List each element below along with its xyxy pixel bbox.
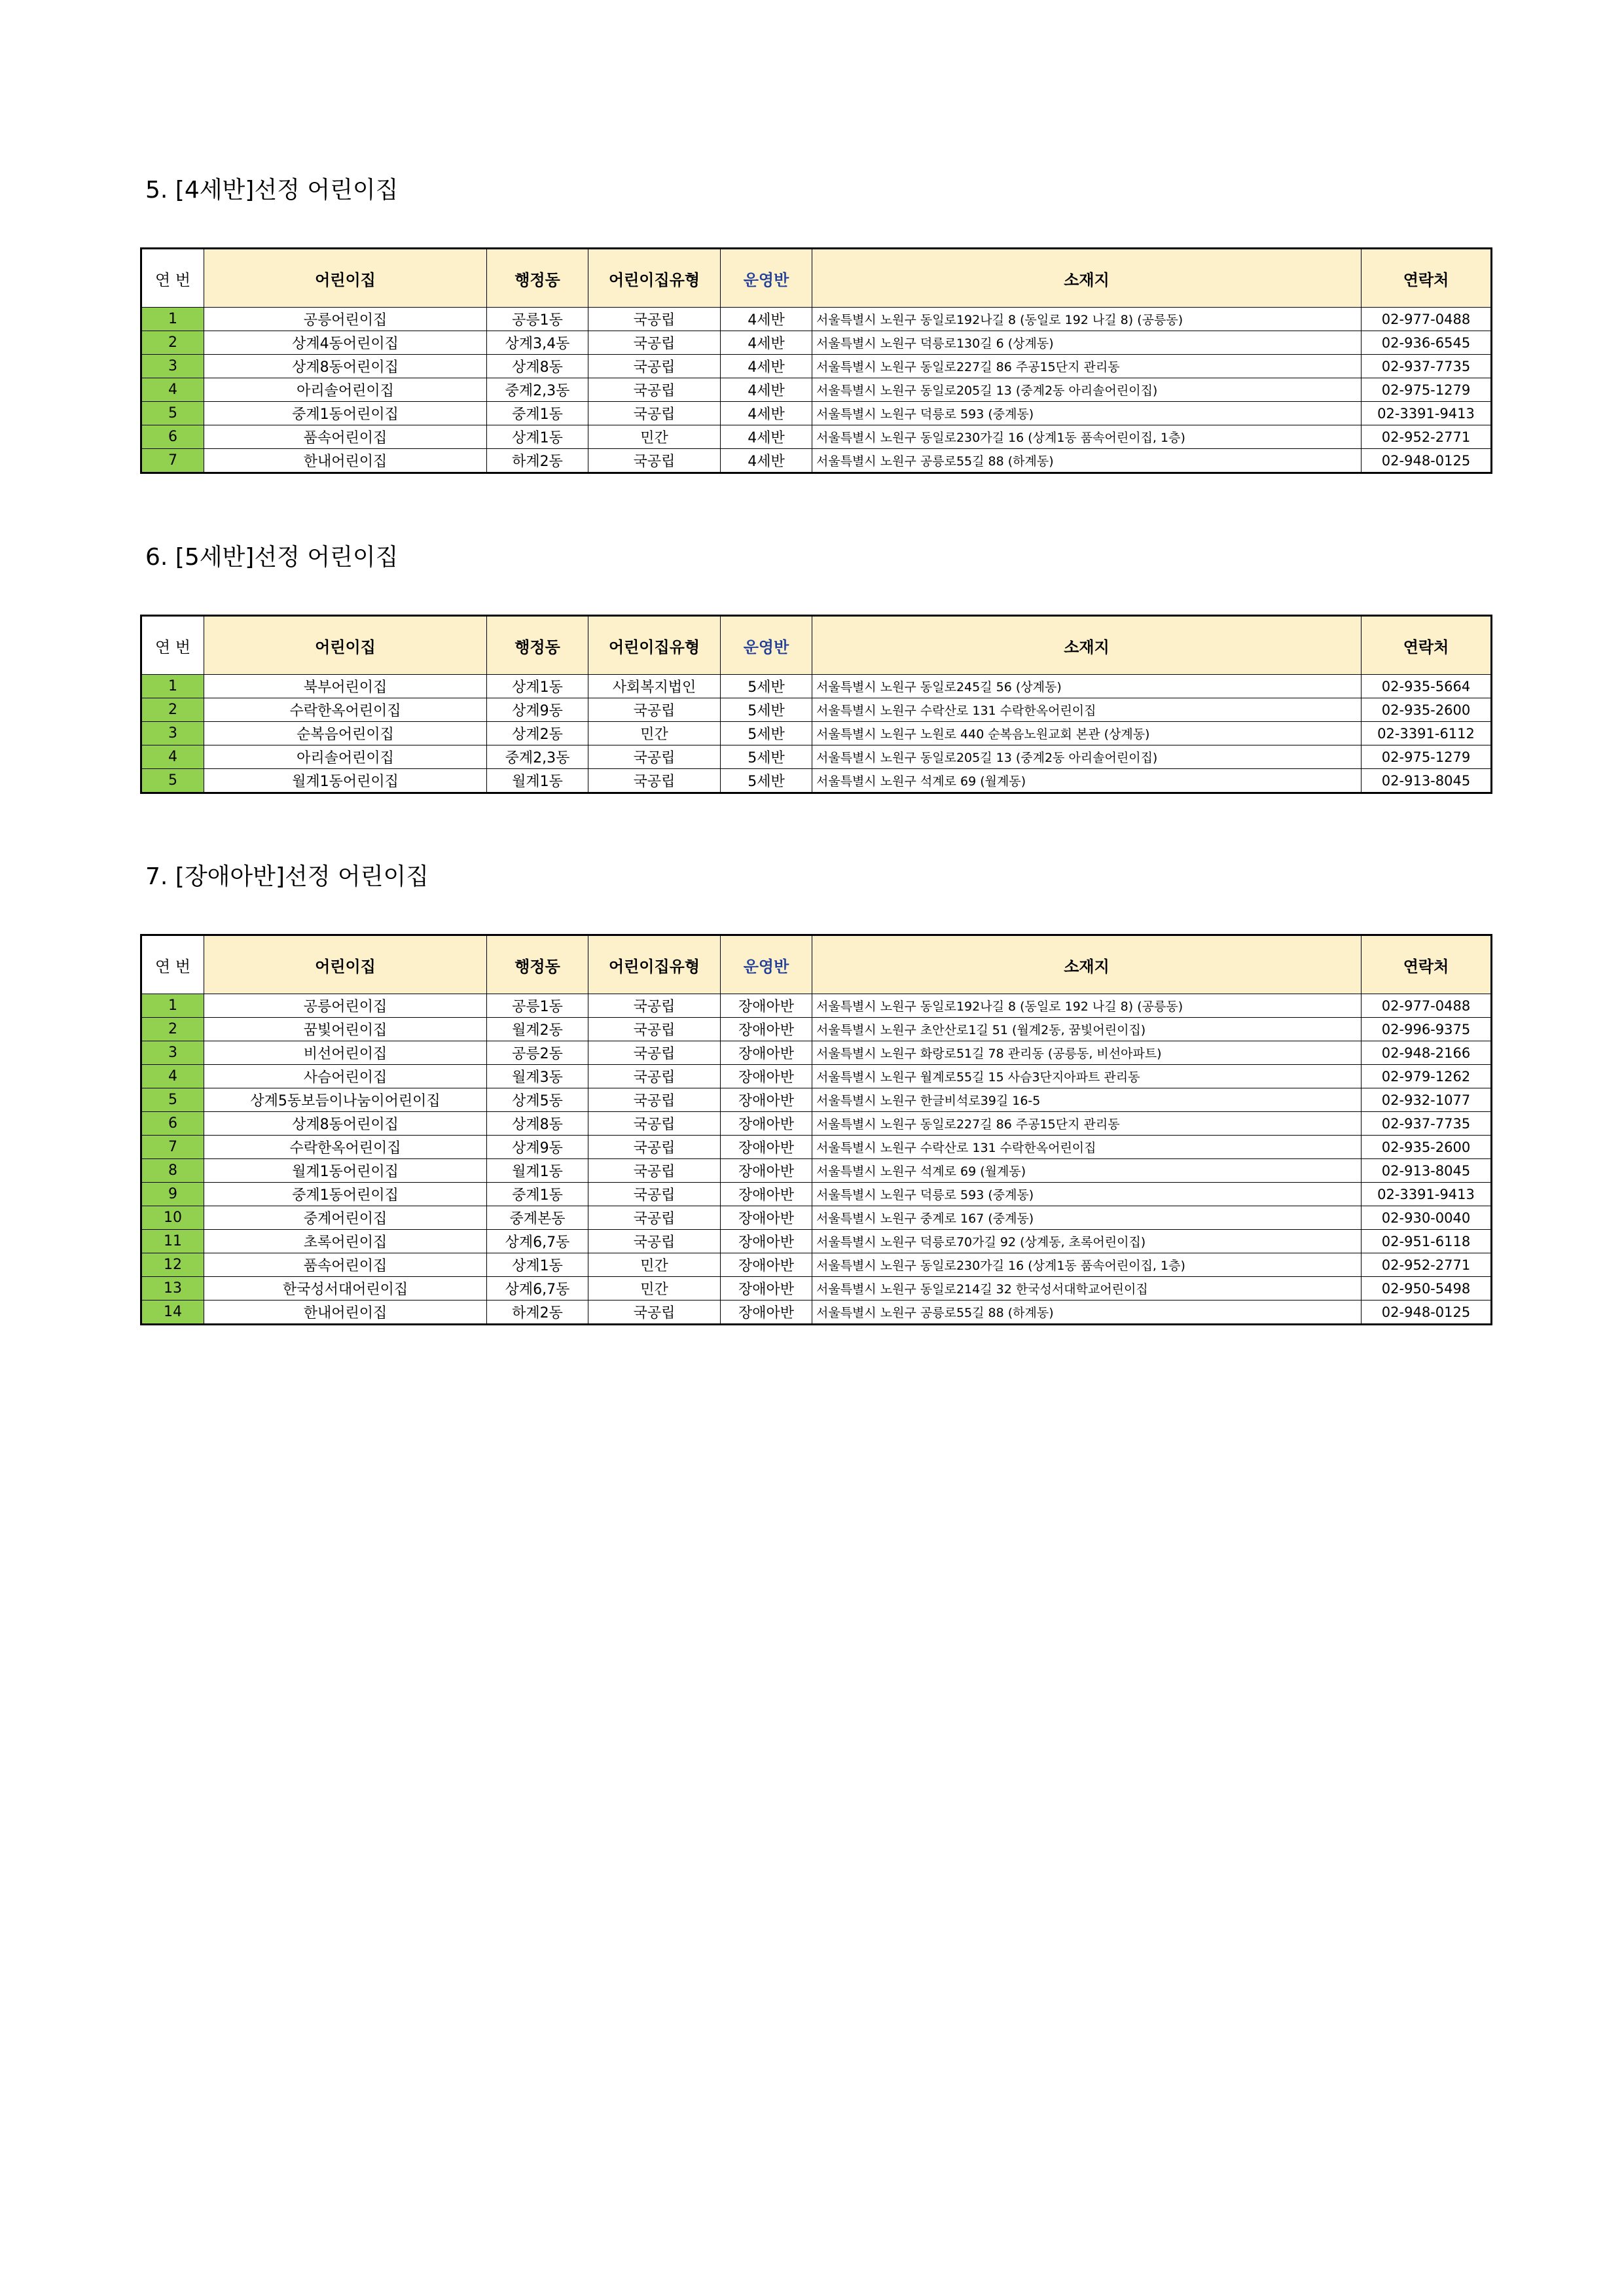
daycare-type: 국공립 — [588, 698, 721, 722]
admin-dong: 하계2동 — [487, 1300, 588, 1325]
daycare-type: 사회복지법인 — [588, 675, 721, 698]
row-number: 6 — [141, 1112, 204, 1136]
daycare-type: 국공립 — [588, 1206, 721, 1230]
row-number: 4 — [141, 1065, 204, 1088]
address: 서울특별시 노원구 월계로55길 15 사슴3단지아파트 관리동 — [812, 1065, 1362, 1088]
table-row — [141, 425, 1492, 449]
address: 서울특별시 노원구 덕릉로 593 (중계동) — [812, 402, 1362, 425]
phone: 02-977-0488 — [1362, 308, 1492, 331]
table-row — [141, 1112, 1492, 1136]
phone: 02-930-0040 — [1362, 1206, 1492, 1230]
row-number: 7 — [141, 1136, 204, 1159]
daycare-type: 국공립 — [588, 331, 721, 355]
admin-dong: 중계1동 — [487, 402, 588, 425]
admin-dong: 공릉1동 — [487, 308, 588, 331]
admin-dong: 상계6,7동 — [487, 1230, 588, 1253]
daycare-type: 민간 — [588, 1277, 721, 1300]
daycare-name: 순복음어린이집 — [204, 722, 487, 745]
row-number: 12 — [141, 1253, 204, 1277]
address: 서울특별시 노원구 동일로227길 86 주공15단지 관리동 — [812, 355, 1362, 378]
table-row — [141, 994, 1492, 1018]
daycare-type: 국공립 — [588, 1112, 721, 1136]
address: 서울특별시 노원구 동일로205길 13 (중계2동 아리솔어린이집) — [812, 378, 1362, 402]
daycare-name: 월계1동어린이집 — [204, 769, 487, 793]
table-row — [141, 402, 1492, 425]
daycare-name: 상계8동어린이집 — [204, 1112, 487, 1136]
daycare-type: 국공립 — [588, 1230, 721, 1253]
daycare-name: 수락한옥어린이집 — [204, 1136, 487, 1159]
daycare-name: 한내어린이집 — [204, 449, 487, 473]
daycare-name: 월계1동어린이집 — [204, 1159, 487, 1183]
daycare-type: 국공립 — [588, 1041, 721, 1065]
phone: 02-913-8045 — [1362, 1159, 1492, 1183]
address: 서울특별시 노원구 한글비석로39길 16-5 — [812, 1088, 1362, 1112]
address: 서울특별시 노원구 초안산로1길 51 (월계2동, 꿈빛어린이집) — [812, 1018, 1362, 1041]
table-row — [141, 308, 1492, 331]
class-type: 5세반 — [721, 769, 812, 793]
daycare-type: 국공립 — [588, 745, 721, 769]
admin-dong: 중계2,3동 — [487, 378, 588, 402]
phone: 02-935-2600 — [1362, 1136, 1492, 1159]
daycare-name: 한내어린이집 — [204, 1300, 487, 1325]
daycare-type: 국공립 — [588, 1183, 721, 1206]
table-row — [141, 1065, 1492, 1088]
table-row — [141, 1088, 1492, 1112]
row-number: 14 — [141, 1300, 204, 1325]
row-number: 2 — [141, 698, 204, 722]
class-type: 장애아반 — [721, 1041, 812, 1065]
daycare-name: 중계1동어린이집 — [204, 1183, 487, 1206]
phone: 02-948-2166 — [1362, 1041, 1492, 1065]
admin-dong: 월계2동 — [487, 1018, 588, 1041]
phone: 02-3391-6112 — [1362, 722, 1492, 745]
daycare-name: 북부어린이집 — [204, 675, 487, 698]
table-row — [141, 1300, 1492, 1325]
header-name: 어린이집 — [204, 616, 487, 675]
class-type: 4세반 — [721, 331, 812, 355]
header-tel: 연락처 — [1362, 616, 1492, 675]
address: 서울특별시 노원구 중계로 167 (중계동) — [812, 1206, 1362, 1230]
row-number: 6 — [141, 425, 204, 449]
header-yeonbeon: 연 번 — [141, 616, 204, 675]
address: 서울특별시 노원구 공릉로55길 88 (하계동) — [812, 449, 1362, 473]
phone: 02-975-1279 — [1362, 745, 1492, 769]
daycare-name: 품속어린이집 — [204, 1253, 487, 1277]
phone: 02-3391-9413 — [1362, 402, 1492, 425]
class-type: 장애아반 — [721, 994, 812, 1018]
class-type: 장애아반 — [721, 1112, 812, 1136]
daycare-name: 상계4동어린이집 — [204, 331, 487, 355]
class-type: 5세반 — [721, 675, 812, 698]
row-number: 4 — [141, 378, 204, 402]
daycare-type: 국공립 — [588, 1018, 721, 1041]
daycare-name: 꿈빛어린이집 — [204, 1018, 487, 1041]
class-type: 5세반 — [721, 698, 812, 722]
daycare-name: 중계어린이집 — [204, 1206, 487, 1230]
row-number: 13 — [141, 1277, 204, 1300]
admin-dong: 상계9동 — [487, 698, 588, 722]
address: 서울특별시 노원구 동일로205길 13 (중계2동 아리솔어린이집) — [812, 745, 1362, 769]
header-tel: 연락처 — [1362, 935, 1492, 994]
phone: 02-951-6118 — [1362, 1230, 1492, 1253]
row-number: 4 — [141, 745, 204, 769]
daycare-type: 민간 — [588, 722, 721, 745]
daycare-type: 국공립 — [588, 1065, 721, 1088]
admin-dong: 상계5동 — [487, 1088, 588, 1112]
section-title-5yr: 6. [5세반]선정 어린이집 — [145, 544, 399, 571]
phone: 02-937-7735 — [1362, 355, 1492, 378]
admin-dong: 하계2동 — [487, 449, 588, 473]
class-type: 장애아반 — [721, 1277, 812, 1300]
address: 서울특별시 노원구 동일로227길 86 주공15단지 관리동 — [812, 1112, 1362, 1136]
daycare-name: 중계1동어린이집 — [204, 402, 487, 425]
class-type: 장애아반 — [721, 1065, 812, 1088]
daycare-name: 아리솔어린이집 — [204, 378, 487, 402]
class-type: 5세반 — [721, 745, 812, 769]
table-row — [141, 745, 1492, 769]
address: 서울특별시 노원구 동일로230가길 16 (상계1동 품속어린이집, 1층) — [812, 1253, 1362, 1277]
class-type: 장애아반 — [721, 1159, 812, 1183]
table-5yr — [140, 615, 1492, 794]
daycare-name: 공릉어린이집 — [204, 308, 487, 331]
class-type: 4세반 — [721, 402, 812, 425]
daycare-name: 비선어린이집 — [204, 1041, 487, 1065]
phone: 02-952-2771 — [1362, 425, 1492, 449]
address: 서울특별시 노원구 덕릉로70가길 92 (상계동, 초록어린이집) — [812, 1230, 1362, 1253]
header-address: 소재지 — [812, 616, 1362, 675]
table-row — [141, 698, 1492, 722]
header-class: 운영반 — [721, 616, 812, 675]
table-row — [141, 1018, 1492, 1041]
address: 서울특별시 노원구 동일로245길 56 (상계동) — [812, 675, 1362, 698]
table-row — [141, 355, 1492, 378]
admin-dong: 월계1동 — [487, 769, 588, 793]
daycare-type: 국공립 — [588, 449, 721, 473]
daycare-name: 한국성서대어린이집 — [204, 1277, 487, 1300]
class-type: 장애아반 — [721, 1253, 812, 1277]
address: 서울특별시 노원구 동일로192나길 8 (동일로 192 나길 8) (공릉동) — [812, 994, 1362, 1018]
table-row — [141, 722, 1492, 745]
table-row — [141, 769, 1492, 793]
address: 서울특별시 노원구 노원로 440 순복음노원교회 본관 (상계동) — [812, 722, 1362, 745]
table-row — [141, 1230, 1492, 1253]
class-type: 5세반 — [721, 722, 812, 745]
admin-dong: 상계3,4동 — [487, 331, 588, 355]
daycare-type: 국공립 — [588, 769, 721, 793]
row-number: 9 — [141, 1183, 204, 1206]
daycare-type: 국공립 — [588, 1159, 721, 1183]
admin-dong: 상계1동 — [487, 1253, 588, 1277]
daycare-name: 공릉어린이집 — [204, 994, 487, 1018]
header-name: 어린이집 — [204, 935, 487, 994]
daycare-type: 국공립 — [588, 402, 721, 425]
admin-dong: 중계2,3동 — [487, 745, 588, 769]
daycare-name: 품속어린이집 — [204, 425, 487, 449]
admin-dong: 중계본동 — [487, 1206, 588, 1230]
table-row — [141, 1136, 1492, 1159]
table-disabled — [140, 934, 1492, 1325]
row-number: 8 — [141, 1159, 204, 1183]
header-row — [141, 249, 1492, 308]
table-row — [141, 1041, 1492, 1065]
daycare-name: 수락한옥어린이집 — [204, 698, 487, 722]
address: 서울특별시 노원구 석계로 69 (월계동) — [812, 769, 1362, 793]
header-dong: 행정동 — [487, 616, 588, 675]
class-type: 장애아반 — [721, 1300, 812, 1325]
phone: 02-932-1077 — [1362, 1088, 1492, 1112]
phone: 02-950-5498 — [1362, 1277, 1492, 1300]
row-number: 10 — [141, 1206, 204, 1230]
daycare-type: 국공립 — [588, 994, 721, 1018]
phone: 02-913-8045 — [1362, 769, 1492, 793]
phone: 02-948-0125 — [1362, 1300, 1492, 1325]
phone: 02-979-1262 — [1362, 1065, 1492, 1088]
admin-dong: 상계1동 — [487, 675, 588, 698]
address: 서울특별시 노원구 동일로192나길 8 (동일로 192 나길 8) (공릉동) — [812, 308, 1362, 331]
table-row — [141, 1277, 1492, 1300]
admin-dong: 상계8동 — [487, 355, 588, 378]
row-number: 1 — [141, 994, 204, 1018]
table-row — [141, 1183, 1492, 1206]
table-row — [141, 331, 1492, 355]
header-type: 어린이집유형 — [588, 616, 721, 675]
daycare-type: 국공립 — [588, 1300, 721, 1325]
admin-dong: 월계1동 — [487, 1159, 588, 1183]
admin-dong: 공릉1동 — [487, 994, 588, 1018]
header-type: 어린이집유형 — [588, 935, 721, 994]
header-type: 어린이집유형 — [588, 249, 721, 308]
phone: 02-935-5664 — [1362, 675, 1492, 698]
daycare-name: 초록어린이집 — [204, 1230, 487, 1253]
table-row — [141, 675, 1492, 698]
class-type: 4세반 — [721, 449, 812, 473]
phone: 02-977-0488 — [1362, 994, 1492, 1018]
phone: 02-975-1279 — [1362, 378, 1492, 402]
admin-dong: 공릉2동 — [487, 1041, 588, 1065]
row-number: 5 — [141, 1088, 204, 1112]
address: 서울특별시 노원구 석계로 69 (월계동) — [812, 1159, 1362, 1183]
daycare-name: 사슴어린이집 — [204, 1065, 487, 1088]
header-dong: 행정동 — [487, 935, 588, 994]
daycare-name: 상계5동보듬이나눔이어린이집 — [204, 1088, 487, 1112]
table-row — [141, 1159, 1492, 1183]
row-number: 5 — [141, 769, 204, 793]
admin-dong: 중계1동 — [487, 1183, 588, 1206]
row-number: 3 — [141, 1041, 204, 1065]
class-type: 장애아반 — [721, 1183, 812, 1206]
daycare-type: 국공립 — [588, 378, 721, 402]
address: 서울특별시 노원구 덕릉로 593 (중계동) — [812, 1183, 1362, 1206]
table-4yr — [140, 247, 1492, 474]
table-row — [141, 378, 1492, 402]
daycare-type: 국공립 — [588, 1088, 721, 1112]
phone: 02-936-6545 — [1362, 331, 1492, 355]
header-address: 소재지 — [812, 249, 1362, 308]
phone: 02-937-7735 — [1362, 1112, 1492, 1136]
class-type: 장애아반 — [721, 1206, 812, 1230]
section-title-4yr: 5. [4세반]선정 어린이집 — [145, 177, 399, 204]
row-number: 2 — [141, 331, 204, 355]
table-row — [141, 1253, 1492, 1277]
phone: 02-996-9375 — [1362, 1018, 1492, 1041]
admin-dong: 상계2동 — [487, 722, 588, 745]
daycare-type: 국공립 — [588, 308, 721, 331]
class-type: 4세반 — [721, 425, 812, 449]
address: 서울특별시 노원구 수락산로 131 수락한옥어린이집 — [812, 1136, 1362, 1159]
class-type: 4세반 — [721, 355, 812, 378]
address: 서울특별시 노원구 동일로230가길 16 (상계1동 품속어린이집, 1층) — [812, 425, 1362, 449]
phone: 02-952-2771 — [1362, 1253, 1492, 1277]
admin-dong: 상계6,7동 — [487, 1277, 588, 1300]
daycare-type: 민간 — [588, 1253, 721, 1277]
row-number: 2 — [141, 1018, 204, 1041]
row-number: 3 — [141, 355, 204, 378]
address: 서울특별시 노원구 수락산로 131 수락한옥어린이집 — [812, 698, 1362, 722]
row-number: 3 — [141, 722, 204, 745]
table-row — [141, 449, 1492, 473]
daycare-type: 국공립 — [588, 1136, 721, 1159]
header-name: 어린이집 — [204, 249, 487, 308]
class-type: 장애아반 — [721, 1088, 812, 1112]
admin-dong: 월계3동 — [487, 1065, 588, 1088]
row-number: 5 — [141, 402, 204, 425]
header-yeonbeon: 연 번 — [141, 249, 204, 308]
admin-dong: 상계8동 — [487, 1112, 588, 1136]
address: 서울특별시 노원구 화랑로51길 78 관리동 (공릉동, 비선아파트) — [812, 1041, 1362, 1065]
class-type: 장애아반 — [721, 1018, 812, 1041]
header-class: 운영반 — [721, 249, 812, 308]
admin-dong: 상계1동 — [487, 425, 588, 449]
header-row — [141, 935, 1492, 994]
admin-dong: 상계9동 — [487, 1136, 588, 1159]
class-type: 4세반 — [721, 378, 812, 402]
class-type: 장애아반 — [721, 1230, 812, 1253]
phone: 02-3391-9413 — [1362, 1183, 1492, 1206]
header-row — [141, 616, 1492, 675]
class-type: 4세반 — [721, 308, 812, 331]
address: 서울특별시 노원구 공릉로55길 88 (하계동) — [812, 1300, 1362, 1325]
header-tel: 연락처 — [1362, 249, 1492, 308]
phone: 02-948-0125 — [1362, 449, 1492, 473]
section-title-disabled: 7. [장애아반]선정 어린이집 — [145, 863, 429, 890]
header-dong: 행정동 — [487, 249, 588, 308]
daycare-name: 아리솔어린이집 — [204, 745, 487, 769]
row-number: 1 — [141, 675, 204, 698]
table-row — [141, 1206, 1492, 1230]
phone: 02-935-2600 — [1362, 698, 1492, 722]
daycare-type: 국공립 — [588, 355, 721, 378]
row-number: 11 — [141, 1230, 204, 1253]
header-yeonbeon: 연 번 — [141, 935, 204, 994]
header-address: 소재지 — [812, 935, 1362, 994]
address: 서울특별시 노원구 덕릉로130길 6 (상계동) — [812, 331, 1362, 355]
address: 서울특별시 노원구 동일로214길 32 한국성서대학교어린이집 — [812, 1277, 1362, 1300]
row-number: 1 — [141, 308, 204, 331]
class-type: 장애아반 — [721, 1136, 812, 1159]
daycare-name: 상계8동어린이집 — [204, 355, 487, 378]
row-number: 7 — [141, 449, 204, 473]
daycare-type: 민간 — [588, 425, 721, 449]
header-class: 운영반 — [721, 935, 812, 994]
